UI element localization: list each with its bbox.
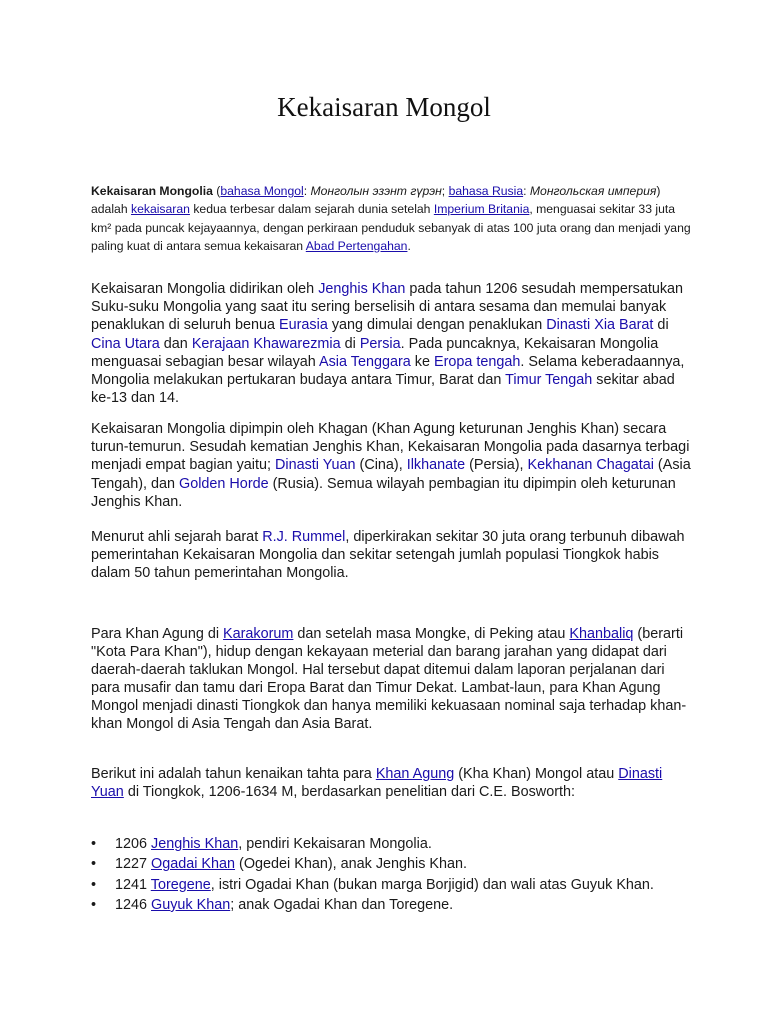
link-dinasti-xia-barat[interactable]: Dinasti Xia Barat xyxy=(546,317,654,334)
link-ogadai-khan[interactable]: Ogadai Khan xyxy=(151,856,236,873)
text-run: (Rusia). Semua wilayah pembagian itu dipimpin oleh keturunan Jenghis Khan. xyxy=(91,475,676,510)
link-bahasa-mongol[interactable]: bahasa Mongol xyxy=(220,184,304,198)
text-run: (Kha Khan) Mongol atau xyxy=(454,766,619,782)
text-run: Berikut ini adalah tahun kenaikan tahta para xyxy=(91,766,376,782)
text-run: (Ogedei Khan), anak Jenghis Khan. xyxy=(235,856,468,873)
text-run: Kekaisaran Mongolia didirikan oleh xyxy=(91,281,319,297)
bullet-icon: • xyxy=(91,896,97,913)
text-run: yang dimulai dengan penaklukan xyxy=(327,317,547,334)
link-abad-pertengahan[interactable]: Abad Pertengahan xyxy=(305,238,408,253)
link-guyuk-khan[interactable]: Guyuk Khan xyxy=(151,896,231,913)
text-run: 1241 xyxy=(115,876,151,893)
link-cina-utara[interactable]: Cina Utara xyxy=(91,335,160,352)
link-jenghis-khan[interactable]: Jenghis Khan xyxy=(151,836,239,852)
text-run: di Tiongkok, 1206-1634 M, berdasarkan penelitian dari C.E. Bosworth: xyxy=(123,783,575,800)
text-run: 1246 xyxy=(115,896,152,913)
bullet-icon: • xyxy=(91,836,97,852)
link-timur-tengah[interactable]: Timur Tengah xyxy=(505,372,593,389)
text-run: pada tahun 1206 sesudah mempersatukan Suku-suku Mongolia yang saat itu sering berselisih di antara sesama dan memulai banyak penaklukan di seluruh benua xyxy=(91,281,684,334)
link-khan-agung[interactable]: Khan Agung xyxy=(375,766,455,782)
list-item-text xyxy=(115,836,432,852)
text-run: (Asia Tengah), dan xyxy=(91,457,691,492)
text-run: : xyxy=(303,184,311,198)
text-run: (Persia), xyxy=(465,457,528,474)
link-dinasti-yuan[interactable]: Dinasti Yuan xyxy=(275,457,356,474)
text-run: Menurut ahli sejarah barat xyxy=(91,529,263,545)
link-eurasia[interactable]: Eurasia xyxy=(279,317,328,334)
link-eropa-tengah[interactable]: Eropa tengah xyxy=(433,353,521,370)
text-run: . Selama keberadaannya, Mongolia melakukan pertukaran budaya antara Timur, Barat dan xyxy=(91,353,685,389)
list-item-text xyxy=(115,877,654,893)
founding-paragraph xyxy=(91,280,691,407)
text-run: , menguasai sekitar 33 juta km² pada puncak kejayaannya, dengan perkiraan penduduk sebanyak di atas 100 juta orang dan menjadi yang paling kuat di antara semua kekaisaran xyxy=(91,202,691,253)
link-bahasa-rusia[interactable]: bahasa Rusia xyxy=(448,184,524,198)
text-run: 1227 xyxy=(115,856,152,873)
text-run: , diperkirakan sekitar 30 juta orang terbunuh dibawah pemerintahan Kekaisaran Mongolia dan sekitar setengah jumlah populasi Tiongkok habis dalam 50 tahun pemerintahan Mongolia. xyxy=(91,529,685,582)
link-khanbaliq[interactable]: Khanbaliq xyxy=(569,626,634,642)
list-item xyxy=(91,856,691,874)
bullet-icon: • xyxy=(91,856,97,873)
list-item xyxy=(91,897,691,915)
casualties-paragraph xyxy=(91,528,691,583)
intro-paragraph xyxy=(91,182,691,255)
link-jenghis-khan[interactable]: Jenghis Khan xyxy=(318,281,406,297)
text-run: . xyxy=(407,238,411,253)
text-run: , pendiri Kekaisaran Mongolia. xyxy=(238,836,432,852)
italic-text: Монголын эзэнт гүрэн xyxy=(310,184,442,198)
list-item xyxy=(91,836,691,854)
text-run: ( xyxy=(212,184,221,198)
text-run: , istri Ogadai Khan (bukan marga Borjigid) dan wali atas Guyuk Khan. xyxy=(210,876,654,893)
division-paragraph xyxy=(91,420,691,511)
text-run: : xyxy=(523,184,530,198)
khan-agung-paragraph xyxy=(91,626,691,733)
text-run: Kekaisaran Mongolia dipimpin oleh Khagan (Khan Agung keturunan Jenghis Khan) secara turun-temurun. Sesudah kematian Jenghis Khan, Kekaisaran Mongolia pada dasarnya terbagi menjadi empat bagian yaitu; xyxy=(91,421,690,474)
link-kekaisaran[interactable]: kekaisaran xyxy=(130,202,190,217)
text-run: ke xyxy=(410,353,434,370)
text-run: dan setelah masa Mongke, di Peking atau xyxy=(293,626,570,642)
text-run: . Pada puncaknya, Kekaisaran Mongolia menguasai sebagian besar wilayah xyxy=(91,335,659,370)
page-title: Kekaisaran Mongol xyxy=(277,92,491,122)
text-run: Para Khan Agung di xyxy=(91,626,224,642)
text-run: ; anak Ogadai Khan dan Toregene. xyxy=(230,896,454,913)
link-kerajaan-khawarezmia[interactable]: Kerajaan Khawarezmia xyxy=(191,335,341,352)
link-asia-tenggara[interactable]: Asia Tenggara xyxy=(319,353,411,370)
text-run: 1206 xyxy=(115,836,152,852)
italic-text: Монгольская империя xyxy=(529,184,657,198)
link-golden-horde[interactable]: Golden Horde xyxy=(179,475,269,492)
text-run: kedua terbesar dalam sejarah dunia setelah xyxy=(189,202,434,217)
bold-term: Kekaisaran Mongolia xyxy=(91,184,213,198)
link-r-j-rummel[interactable]: R.J. Rummel xyxy=(262,529,346,545)
link-persia[interactable]: Persia xyxy=(359,335,401,352)
succession-intro-paragraph xyxy=(91,766,691,802)
succession-list xyxy=(91,836,691,917)
link-ilkhanate[interactable]: Ilkhanate xyxy=(406,457,466,474)
text-run: di xyxy=(340,335,360,352)
text-run: dan xyxy=(159,335,192,352)
text-run: (berarti "Kota Para Khan"), hidup dengan kekayaan meterial dan barang jarahan yang didapat dari daerah-daerah taklukan Mongol. Hal tersebut dapat ditemui dalam laporan perjalanan dari para musafir dan tamu dari Eropa Barat dan Timur Dekat. Lambat-laun, para Khan Agung Mongol menjadi dinasti Tiongkok dan hanya memiliki kekuasaan nominal saja terhadap khan-khan Mongol di Asia Tengah dan Asia Barat. xyxy=(91,626,687,732)
text-run: sekitar abad ke-13 dan 14. xyxy=(91,372,675,407)
bullet-icon: • xyxy=(91,876,97,893)
list-item xyxy=(91,877,691,895)
link-kekhanan-chagatai[interactable]: Kekhanan Chagatai xyxy=(527,457,654,474)
text-run: ; xyxy=(441,184,449,198)
link-karakorum[interactable]: Karakorum xyxy=(223,626,294,642)
link-imperium-britania[interactable]: Imperium Britania xyxy=(433,202,530,217)
list-item-text xyxy=(115,897,453,913)
text-run: ) adalah xyxy=(91,184,661,217)
text-run: (Cina), xyxy=(355,457,407,474)
link-toregene[interactable]: Toregene xyxy=(150,876,211,893)
text-run: di xyxy=(653,317,669,334)
list-item-text xyxy=(115,856,467,872)
link-dinasti-yuan[interactable]: Dinasti Yuan xyxy=(91,766,663,800)
